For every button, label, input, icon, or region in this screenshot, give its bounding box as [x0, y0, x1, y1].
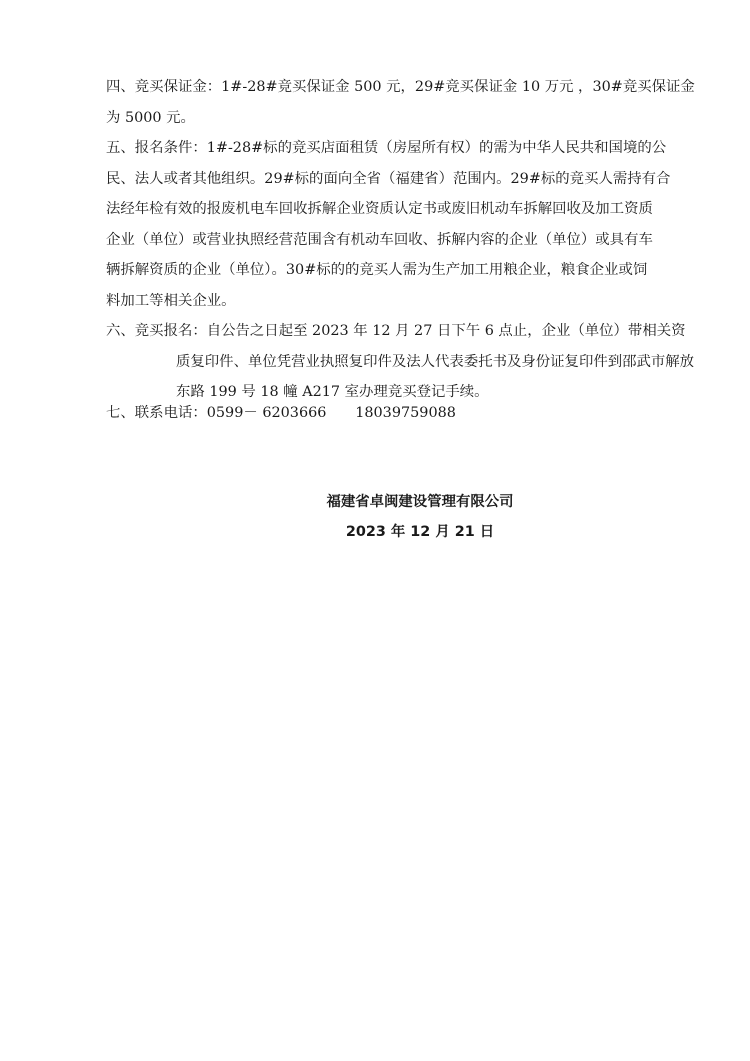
text-line: 质复印件、单位凭营业执照复印件及法人代表委托书及身份证复印件到邵武市解放	[176, 353, 695, 370]
text-line: 六、竞买报名：自公告之日起至 2023 年 12 月 27 日下午 6 点止，企业（单位）带相关资	[106, 323, 686, 339]
text-line: 四、竞买保证金：1#-28#竞买保证金 500 元，29#竞买保证金 10 万元 ，30#竞买保证金	[106, 79, 695, 95]
text-line: 辆拆解资质的企业（单位）。30#标的的竞买人需为生产加工用粮企业，粮食企业或饲	[106, 262, 648, 278]
text-line: 民、法人或者其他组织。29#标的面向全省（福建省）范围内。29#标的竞买人需持有合	[106, 170, 671, 187]
signature-company: 福建省卓闽建设管理有限公司	[326, 494, 514, 510]
text-line: 为 5000 元。	[106, 109, 195, 126]
section-bid-deposit	[106, 72, 695, 133]
text-line: 企业（单位）或营业执照经营范围含有机动车回收、拆解内容的企业（单位）或具有车	[106, 231, 653, 248]
section-contact-phone	[106, 398, 666, 429]
text-line: 料加工等相关企业。	[106, 292, 236, 309]
section-registration-conditions	[106, 133, 671, 316]
text-line: 五、报名条件：1#-28#标的竞买店面租赁（房屋所有权）的需为中华人民共和国境的公	[106, 140, 667, 156]
text-line: 七、联系电话：0599－ 6203666 18039759088	[106, 405, 456, 421]
signature-date: 2023 年 12 月 21 日	[345, 524, 495, 540]
text-line: 东路 199 号 18 幢 A217 室办理竞买登记手续。	[176, 384, 489, 400]
text-line: 法经年检有效的报废机电车回收拆解企业资质认定书或废旧机动车拆解回收及加工资质	[106, 201, 653, 217]
section-bid-registration	[106, 316, 695, 408]
